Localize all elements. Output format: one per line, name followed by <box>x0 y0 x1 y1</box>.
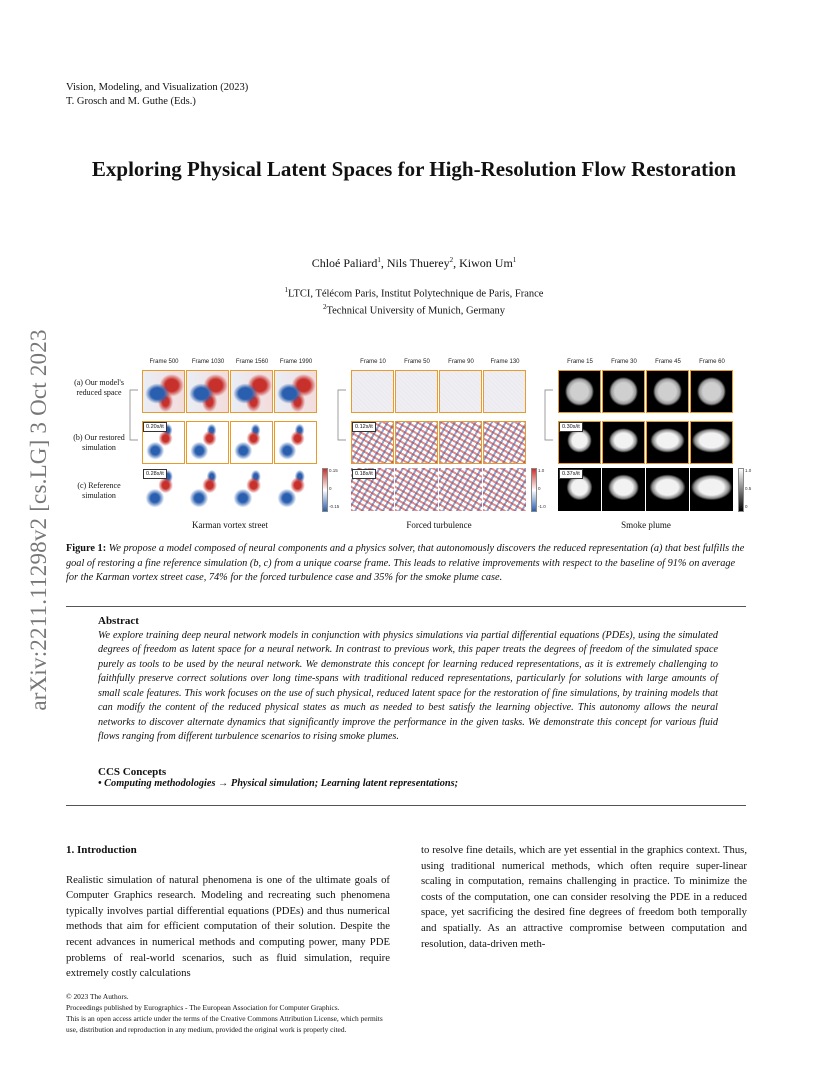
frame-label: Frame 45 <box>655 359 681 365</box>
colorbar-tick-label: 0.15 <box>329 468 338 473</box>
author-name: Kiwon Um <box>459 256 513 270</box>
figure-caption <box>66 542 746 586</box>
frame-label: Frame 130 <box>490 359 520 365</box>
divider <box>66 805 746 806</box>
colorbar-tick-label: 0 <box>329 486 332 491</box>
ccs-heading: CCS Concepts <box>98 766 167 778</box>
footer-line: This is an open access article under the terms of the Creative Commons Attribution License, which permits use, distribution and reproduction in any medium, provided the original work is properly cited. <box>66 1014 383 1034</box>
colorbar-tick-label: 1.0 <box>745 468 752 473</box>
abstract-text: We explore training deep neural network models in conjunction with physics simulations via partial differential equations (PDEs), using the simulated degrees of freedom as latent space for a neural network. In contrast to previous work, this paper treats the degrees of freedom of the simulated space purely as tools to be used by the neural network. We demonstrate this concept for learning reduced representations, as it is extremely challenging to faithfully preserve correct solutions over long time-spans with traditional reduced representations, particularly for solutions with large amounts of small scale features. This work focuses on the use of such physical, reduced latent space for the restoration of fine simulations, by training models that can modify the content of the reduced physical states as much as needed to best satisfy the learning objective. This autonomy allows the neural networks to discover alternate dynamics that significantly improve the performance in the given tasks. We demonstrate this concept for various fluid flows ranging from different turbulence scenarios to rising smoke plumes. <box>98 629 718 742</box>
author-name: Nils Thuerey <box>386 256 450 270</box>
author-affil-mark: 1 <box>512 256 517 264</box>
colorbar-tick-label: -0.15 <box>329 504 340 509</box>
row-label: (a) Our model's reduced space <box>74 378 124 397</box>
author-affil-mark: 2 <box>449 256 454 264</box>
frame-label: Frame 50 <box>404 359 430 365</box>
author-name: Chloé Paliard <box>311 256 378 270</box>
venue-line-2: T. Grosch and M. Guthe (Eds.) <box>66 96 196 107</box>
panel-caption: Forced turbulence <box>406 520 472 530</box>
intro-column-left <box>66 843 390 982</box>
venue-line-1: Vision, Modeling, and Visualization (2023) <box>66 82 249 93</box>
row-label: (c) Reference simulation <box>77 481 121 500</box>
copyright-footer <box>66 991 396 1035</box>
colorbar-tick-label: 0 <box>538 486 541 491</box>
arxiv-stamp: arXiv:2211.11298v2 [cs.LG] 3 Oct 2023 <box>26 329 51 711</box>
connector-line <box>130 390 138 440</box>
frame-label: Frame 1030 <box>191 359 225 365</box>
timing-badge: 0.20s/it <box>143 422 167 432</box>
ccs-concepts <box>98 766 718 789</box>
affil-mark: 1 <box>284 286 289 294</box>
caption-text: We propose a model composed of neural components and a physics solver, that autonomously discovers the reduced representation (a) that best fulfills the goal of restoring a fine reference simulation (b, c) from a unique coarse frame. This leads to relative improvements with respect to the baseline of 91% on average for the Karman vortex street case, 74% for the forced turbulence case and 35% for the smoke plume case. <box>66 543 745 583</box>
timing-badge: 0.12s/it <box>352 422 376 432</box>
affil-mark: 2 <box>322 302 327 311</box>
colorbar-tick-label: 0.5 <box>745 486 752 491</box>
author-separator: , <box>380 256 387 270</box>
intro-column-right <box>421 843 747 952</box>
intro-paragraph-continued: to resolve fine details, which are yet essential in the graphics context. Thus, using traditional numerical methods, which often require super-linear scaling in computation, remains challenging in practice. To minimize the costs of the computation, one can consider resolving the PDE in a reduced space, yet sacrificing the desired fine degrees of freedom both temporally and spatially. As an attractive compromise between computation and resolution, data-driven meth- <box>421 844 747 950</box>
frame-label: Frame 10 <box>360 359 386 365</box>
intro-paragraph: Realistic simulation of natural phenomena is one of the ultimate goals of Computer Graphics research. Modeling and recreating such phenomena typically involves partial differential equations (PDEs) and thus numerical methods that aim for efficient computation of their solution. Despite the recent advances in numerical methods and computing power, many PDE problems of real-world scenarios, such as fluid simulation, require extremely costly calculations <box>66 873 390 980</box>
frame-label: Frame 15 <box>567 359 593 365</box>
frame-label: Frame 30 <box>611 359 637 365</box>
panel-caption: Smoke plume <box>621 520 671 530</box>
frame-label: Frame 1560 <box>235 359 269 365</box>
footer-line: © 2023 The Authors. <box>66 992 129 1001</box>
timing-badge: 0.28s/it <box>143 469 167 479</box>
abstract <box>98 614 718 745</box>
paper-title: Exploring Physical Latent Spaces for High-Resolution Flow Restoration <box>91 157 737 181</box>
panel-caption: Karman vortex street <box>192 520 268 530</box>
colorbar-tick-label: 1.0 <box>538 468 545 473</box>
author-separator: , <box>453 256 460 270</box>
author-affil-mark: 1 <box>377 256 381 264</box>
colorbar-tick-label: -1.0 <box>538 504 546 509</box>
affiliation-text: Technical University of Munich, Germany <box>326 305 506 316</box>
connector-line <box>545 390 553 440</box>
frame-label: Frame 60 <box>699 359 725 365</box>
timing-badge: 0.30s/it <box>559 422 583 432</box>
frame-label: Frame 1990 <box>279 359 313 365</box>
divider <box>66 606 746 607</box>
ccs-item: • Computing methodologies → Physical simulation; Learning latent representations; <box>98 778 459 789</box>
abstract-heading: Abstract <box>98 615 139 627</box>
frame-label: Frame 500 <box>149 359 179 365</box>
footer-line: Proceedings published by Eurographics - The European Association for Computer Graphics. <box>66 1003 340 1012</box>
connector-line <box>338 390 346 440</box>
timing-badge: 0.37s/it <box>559 469 583 479</box>
frame-label: Frame 90 <box>448 359 474 365</box>
affiliation-text: LTCI, Télécom Paris, Institut Polytechnique de Paris, France <box>288 288 544 300</box>
section-heading: 1. Introduction <box>66 844 137 856</box>
row-label: (b) Our restored simulation <box>73 433 125 452</box>
timing-badge: 0.18s/it <box>352 469 376 479</box>
colorbar-tick-label: 0 <box>745 504 748 509</box>
caption-label: Figure 1: <box>66 543 107 554</box>
